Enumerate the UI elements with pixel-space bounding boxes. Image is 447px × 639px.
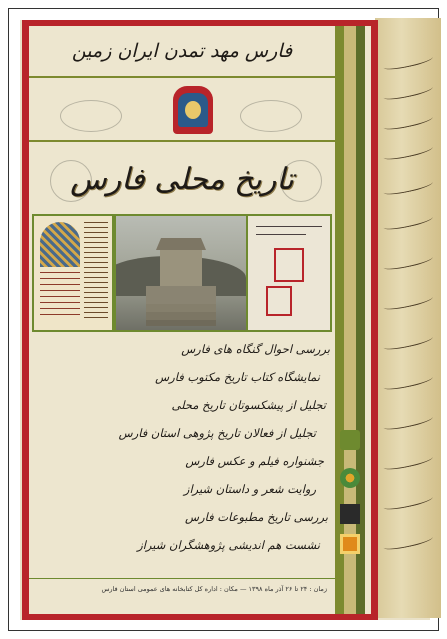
header-tagline-band [29, 26, 335, 78]
photo-strip [32, 214, 332, 332]
topics-list [40, 342, 330, 572]
main-title-band [29, 146, 335, 212]
list-item: نمایشگاه کتاب تاریخ مکتوب فارس [155, 370, 320, 384]
list-item: جشنواره فیلم و عکس فارس [185, 454, 324, 468]
list-item: بررسی احوال گنگاه های فارس [181, 342, 330, 356]
orange-logo-icon [340, 534, 360, 554]
footer-info: زمان : ۲۴ تا ۲۶ آذر ماه ۱۳۹۸ — مکان : اداره کل کتابخانه های عمومی استان فارس [29, 578, 335, 608]
divider-line [29, 140, 335, 142]
header-tagline: فارس مهد تمدن ایران زمین [71, 40, 293, 62]
flower-logo-icon [340, 468, 360, 488]
list-item: تجلیل از پیشکسوتان تاریخ محلی [171, 398, 326, 412]
calligraphy-parchment-strip [375, 18, 441, 618]
sponsor-logos [337, 430, 363, 560]
list-item: روایت شعر و داستان شیراز [183, 482, 316, 496]
book-logo-icon [340, 430, 360, 450]
list-item: نشست هم اندیشی پژوهشگران شیراز [137, 538, 320, 552]
manuscript-photo [34, 216, 114, 330]
document-photo [248, 216, 330, 330]
square-logo-icon [340, 504, 360, 524]
list-item: بررسی تاریخ مطبوعات فارس [185, 510, 328, 524]
tomb-photo [116, 216, 246, 330]
list-item: تجلیل از فعالان تاریخ پژوهی استان فارس [118, 426, 316, 440]
library-emblem-icon [173, 86, 213, 134]
main-title: تاریخ محلی فارس [70, 161, 294, 197]
